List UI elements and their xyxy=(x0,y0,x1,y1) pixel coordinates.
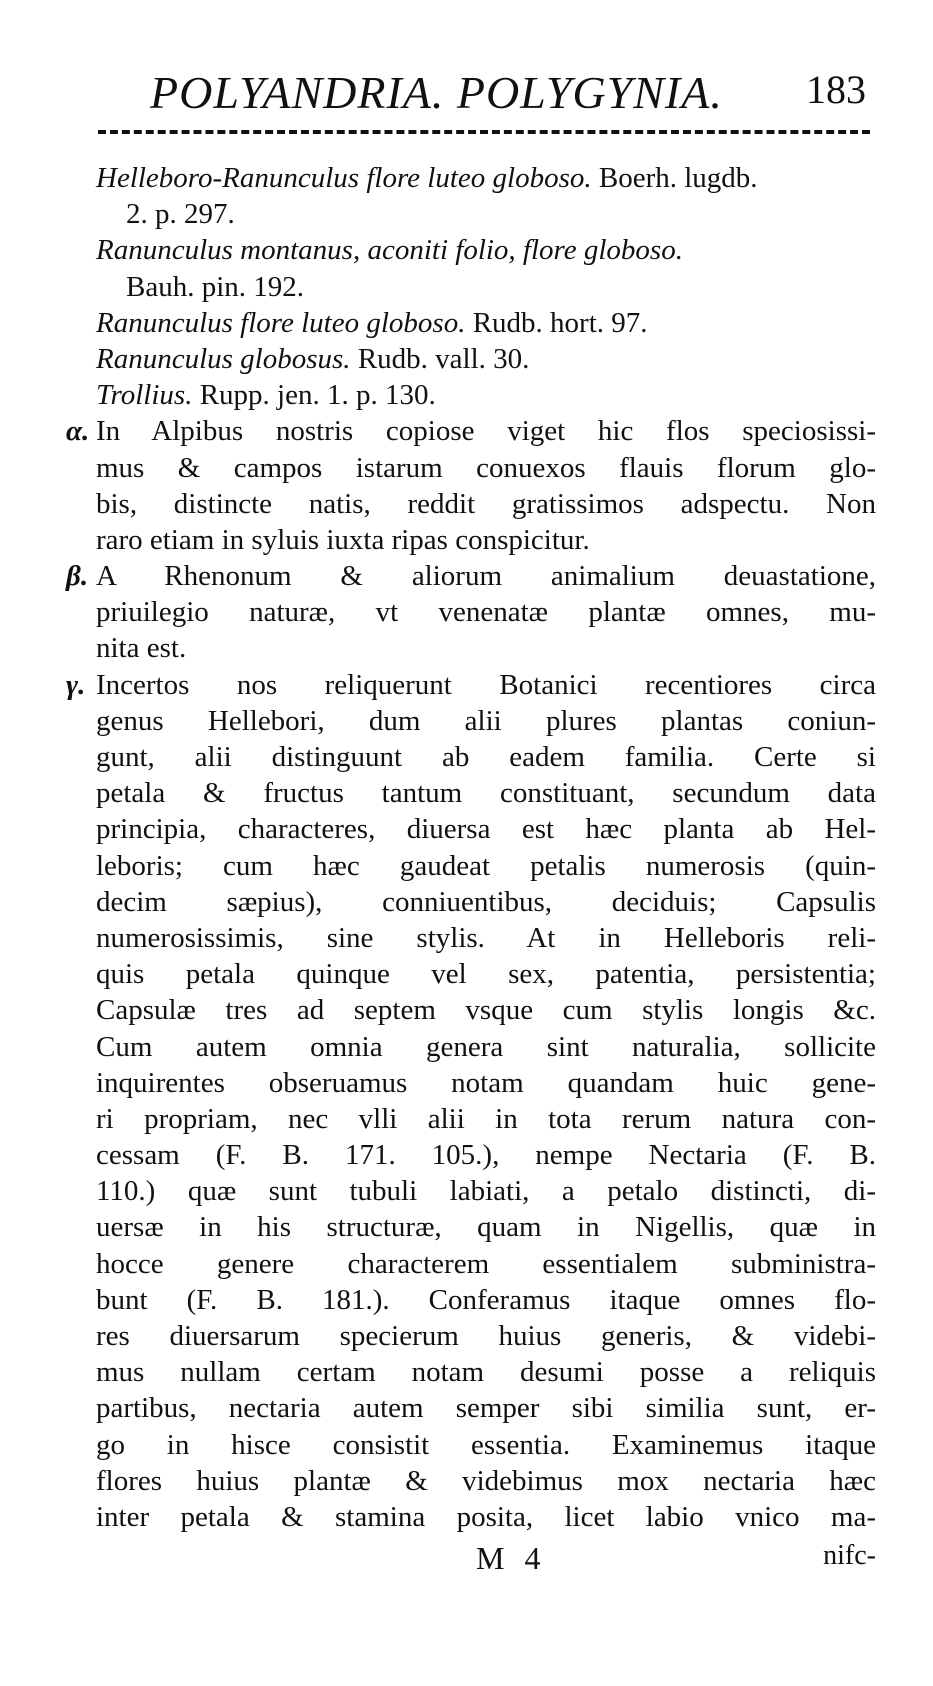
note-line: mus nullam certam notam desumi posse a reliquis xyxy=(96,1356,876,1389)
note-line: petala & fructus tantum constituant, secundum data xyxy=(96,777,876,810)
catchword: nifc- xyxy=(823,1540,876,1571)
note-line: bis, distincte natis, reddit gratissimos adspectu. Non xyxy=(96,487,876,520)
note-line: priuilegio naturæ, vt venenatæ plantæ omnes, mu- xyxy=(96,596,876,629)
note-line: go in hisce consistit essentia. Examinemus itaque xyxy=(96,1428,876,1461)
note-line: 110.) quæ sunt tubuli labiati, a petalo distincti, di- xyxy=(96,1175,876,1208)
synonym-line xyxy=(96,269,876,305)
synonym-reference: 2. p. 297. xyxy=(126,198,235,231)
note-line: genus Hellebori, dum alii plures plantas coniun- xyxy=(96,704,876,737)
running-title: POLYANDRIA. POLYGYNIA. xyxy=(150,67,723,118)
note-line: inter petala & stamina posita, licet labio vnico ma- xyxy=(96,1500,876,1533)
synonym-line xyxy=(96,232,876,268)
note-line: principia, characteres, diuersa est hæc planta ab Hel- xyxy=(96,813,876,846)
synonym-line xyxy=(96,377,876,413)
synonym-line xyxy=(96,341,876,377)
synonym-reference: Rudb. vall. 30. xyxy=(357,342,530,375)
note-line: decim sæpius), conniuentibus, deciduis; Capsulis xyxy=(96,885,876,918)
synonym-line xyxy=(96,305,876,341)
note-gamma xyxy=(66,667,876,1536)
note-line: nita est. xyxy=(96,632,187,665)
note-line: β. A Rhenonum & aliorum animalium deuastatione, xyxy=(96,558,876,594)
note-line: Capsulæ tres ad septem vsque cum stylis longis &c. xyxy=(96,994,876,1027)
note-line: α. In Alpibus nostris copiose viget hic flos speciosissi- xyxy=(96,413,876,449)
synonym-name: Trollius. xyxy=(96,379,193,412)
note-line: uersæ in his structuræ, quam in Nigellis, quæ in xyxy=(96,1211,876,1244)
note-marker: β. xyxy=(66,560,89,593)
synonym-name: Ranunculus flore luteo globoso. xyxy=(96,306,466,339)
synonym-name: Helleboro-Ranunculus flore luteo globoso. xyxy=(96,162,592,194)
note-line: gunt, alii distinguunt ab eadem familia. Certe si xyxy=(96,741,876,773)
page-header xyxy=(150,66,870,126)
synonym-name: Ranunculus globosus. xyxy=(96,342,351,375)
signature-mark: M 4 xyxy=(476,1540,547,1576)
note-line: numerosissimis, sine stylis. At in Helleboris reli- xyxy=(96,921,876,954)
note-beta xyxy=(66,558,876,667)
synonym-line xyxy=(96,196,876,232)
note-line: Cum autem omnia genera sint naturalia, sollicite xyxy=(96,1030,876,1063)
note-alpha xyxy=(66,413,876,558)
note-line: res diuersarum specierum huius generis, & videbi- xyxy=(96,1320,876,1352)
note-line: inquirentes obseruamus notam quandam huic gene- xyxy=(96,1066,876,1099)
note-line: hocce genere characterem essentialem subministra- xyxy=(96,1247,876,1280)
synonym-reference: Boerh. lugdb. xyxy=(598,162,758,194)
synonym-reference: Bauh. pin. 192. xyxy=(126,270,305,303)
note-line: cessam (F. B. 171. 105.), nempe Nectaria (F. B. xyxy=(96,1139,876,1172)
synonym-reference: Rudb. hort. 97. xyxy=(472,306,648,339)
note-line: partibus, nectaria autem semper sibi similia sunt, er- xyxy=(96,1392,876,1425)
note-line: leboris; cum hæc gaudeat petalis numerosis (quin- xyxy=(96,849,876,882)
page-footer xyxy=(96,1540,876,1580)
note-line: bunt (F. B. 181.). Conferamus itaque omnes flo- xyxy=(96,1283,876,1316)
note-line: quis petala quinque vel sex, patentia, persistentia; xyxy=(96,958,876,991)
note-marker: α. xyxy=(66,415,90,448)
note-line: γ. Incertos nos reliquerunt Botanici recentiores circa xyxy=(96,667,876,703)
note-line: ri propriam, nec vlli alii in tota rerum natura con- xyxy=(96,1102,876,1135)
note-line: raro etiam in syluis iuxta ripas conspicitur. xyxy=(96,523,590,556)
synonym-line xyxy=(96,160,876,196)
synonym-reference: Rupp. jen. 1. p. 130. xyxy=(199,379,436,412)
note-marker: γ. xyxy=(66,668,86,701)
header-rule xyxy=(98,130,870,134)
main-text xyxy=(66,160,876,1535)
note-line: flores huius plantæ & videbimus mox nectaria hæc xyxy=(96,1464,876,1497)
synonym-name: Ranunculus montanus, aconiti folio, flore globoso. xyxy=(96,234,683,267)
note-line: mus & campos istarum conuexos flauis florum glo- xyxy=(96,451,876,484)
page-number: 183 xyxy=(806,67,866,112)
